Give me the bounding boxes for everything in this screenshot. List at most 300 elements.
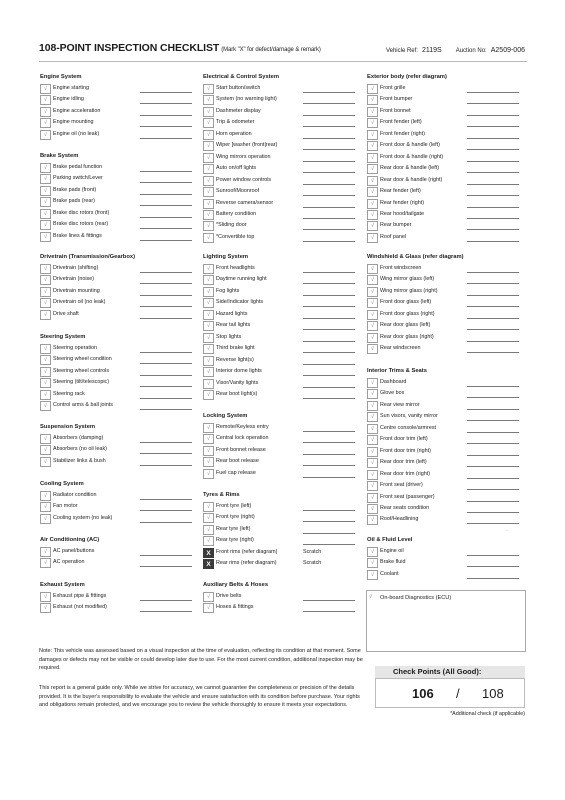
checkmark: √ bbox=[203, 457, 214, 467]
checklist-item-rear-bumper bbox=[367, 221, 519, 231]
item-label: Rear tyre (left) bbox=[216, 525, 251, 532]
remark-line bbox=[303, 149, 355, 150]
checkmark: √ bbox=[367, 264, 378, 274]
remark-line bbox=[467, 218, 519, 219]
checkmark: √ bbox=[40, 163, 51, 173]
remark-line bbox=[467, 161, 519, 162]
item-label: Stabilizer links & bush bbox=[53, 457, 106, 464]
section-title: Locking System bbox=[203, 413, 248, 419]
item-label: Exhaust (not modified) bbox=[53, 604, 107, 611]
checkmark: √ bbox=[367, 493, 378, 503]
checklist-item-steering-rack bbox=[40, 390, 192, 400]
remark-line bbox=[140, 228, 192, 229]
checkmark: √ bbox=[40, 174, 51, 184]
remark-line bbox=[467, 138, 519, 139]
checkmark: √ bbox=[40, 491, 51, 501]
defect-mark: X bbox=[203, 559, 214, 569]
checklist-item-rear-door-trim-right bbox=[367, 470, 519, 480]
checkmark: √ bbox=[367, 310, 378, 320]
checklist-item-engine-acceleration bbox=[40, 107, 192, 117]
item-label: Visor/Vanity lights bbox=[216, 379, 259, 386]
checklist-item-roof-panel bbox=[367, 233, 519, 243]
checklist-item-front-door-trim-right bbox=[367, 447, 519, 457]
item-label: Wiper [washer (front|rear) bbox=[216, 142, 278, 149]
remark-line bbox=[303, 329, 355, 330]
remark-line bbox=[303, 126, 355, 127]
checkmark: √ bbox=[367, 107, 378, 117]
remark-line bbox=[140, 240, 192, 241]
checkmark: √ bbox=[367, 412, 378, 422]
item-label: Hazard lights bbox=[216, 310, 248, 317]
checkmark: √ bbox=[367, 187, 378, 197]
item-label: Rear fender (right) bbox=[380, 199, 425, 206]
checkmark: √ bbox=[367, 221, 378, 231]
remark-line bbox=[140, 510, 192, 511]
remark-line bbox=[140, 611, 192, 612]
checkmark: √ bbox=[203, 592, 214, 602]
checklist-item-front-headlights bbox=[203, 264, 355, 274]
checklist-item-drivetrain-shifting bbox=[40, 264, 192, 274]
remark-line bbox=[303, 465, 355, 466]
checkmark: √ bbox=[203, 141, 214, 151]
checklist-item-ac-operation bbox=[40, 558, 192, 568]
checkmark: √ bbox=[367, 141, 378, 151]
check-points-total: 108 bbox=[482, 686, 504, 701]
checkmark: √ bbox=[367, 389, 378, 399]
checklist-item-front-door-handle-left bbox=[367, 141, 519, 151]
checklist-item-stop-lights bbox=[203, 333, 355, 343]
checkmark: √ bbox=[203, 176, 214, 186]
item-label: Engine acceleration bbox=[53, 107, 101, 114]
item-label: Trip & odometer bbox=[216, 119, 255, 126]
checkmark: √ bbox=[367, 570, 378, 580]
remark-line bbox=[140, 115, 192, 116]
checklist-item-steering-wheel-condition bbox=[40, 355, 192, 365]
remark-line bbox=[140, 103, 192, 104]
item-label: Battery condition bbox=[216, 210, 257, 217]
item-label: Exhaust pipe & fittings bbox=[53, 593, 107, 599]
remark-line bbox=[140, 363, 192, 364]
remark-line bbox=[140, 306, 192, 307]
item-label: Rear view mirror bbox=[380, 401, 420, 408]
item-label: Fuel cap release bbox=[216, 469, 256, 476]
checkmark: √ bbox=[203, 367, 214, 377]
checklist-item-wiper-washer-front-rear bbox=[203, 141, 355, 151]
remark-line bbox=[303, 241, 355, 242]
checklist-item-auto-on-off-lights bbox=[203, 164, 355, 174]
checkmark: √ bbox=[367, 470, 378, 480]
checklist-item-brake-disc-rotors-rear bbox=[40, 220, 192, 230]
item-label: Rear door & handle (left) bbox=[380, 165, 440, 172]
checklist-item-drivetrain-mounting bbox=[40, 287, 192, 297]
remark-line bbox=[303, 431, 355, 432]
section-title: Electrical & Control System bbox=[203, 74, 280, 80]
remark-line bbox=[467, 341, 519, 342]
checklist-item-fan-motor bbox=[40, 502, 192, 512]
remark-line bbox=[467, 501, 519, 502]
remark-line bbox=[467, 241, 519, 242]
item-label: Front headlights bbox=[216, 265, 255, 271]
checkmark: √ bbox=[40, 367, 51, 377]
item-label: Front fender (right) bbox=[380, 130, 425, 137]
checkmark: √ bbox=[203, 390, 214, 400]
checklist-item-rear-door-handle-left bbox=[367, 164, 519, 174]
remark-line bbox=[140, 205, 192, 206]
checkmark: √ bbox=[367, 547, 378, 557]
remark-line bbox=[467, 126, 519, 127]
remark-line bbox=[467, 386, 519, 387]
checkmark: √ bbox=[367, 558, 378, 568]
checkmark: √ bbox=[367, 344, 378, 354]
checkmark: √ bbox=[367, 210, 378, 220]
item-label: Reverse light(s) bbox=[216, 356, 254, 363]
checkmark: √ bbox=[203, 603, 214, 613]
remark-line bbox=[467, 283, 519, 284]
remark-line bbox=[140, 555, 192, 556]
item-label: Engine starting bbox=[53, 85, 89, 91]
checkmark: √ bbox=[40, 344, 51, 354]
checkmark: √ bbox=[40, 355, 51, 365]
item-remark: Scratch bbox=[303, 548, 322, 555]
item-label: AC panel/buttons bbox=[53, 548, 95, 554]
checkmark: √ bbox=[203, 264, 214, 274]
item-label: Start button/switch bbox=[216, 85, 261, 91]
checkmark: √ bbox=[203, 107, 214, 117]
page-title: 108-POINT INSPECTION CHECKLIST (Mark "X" for defect/damage & remark) bbox=[39, 42, 321, 54]
item-label: Rear boot release bbox=[216, 458, 259, 465]
checkmark: √ bbox=[203, 164, 214, 174]
checklist-item-engine-oil bbox=[367, 547, 519, 557]
remark-line bbox=[140, 453, 192, 454]
checklist-item-front-grille bbox=[367, 84, 519, 94]
checkmark: √ bbox=[203, 344, 214, 354]
checkmark: √ bbox=[40, 220, 51, 230]
checkmark: √ bbox=[203, 118, 214, 128]
item-label: Front door trim (right) bbox=[380, 447, 431, 454]
remark-line bbox=[140, 295, 192, 296]
checkmark: √ bbox=[40, 434, 51, 444]
checkmark: √ bbox=[203, 298, 214, 308]
remark-line bbox=[140, 92, 192, 93]
remark-line bbox=[303, 92, 355, 93]
checkmark: √ bbox=[367, 84, 378, 94]
checkmark: √ bbox=[40, 130, 51, 140]
item-label: Engine oil bbox=[380, 548, 404, 554]
remark-line bbox=[303, 544, 355, 545]
remark-line bbox=[303, 442, 355, 443]
checkmark: √ bbox=[203, 423, 214, 433]
section-title: Steering System bbox=[40, 334, 86, 340]
checklist-item-brake-pedal-function bbox=[40, 163, 192, 173]
remark-line bbox=[467, 397, 519, 398]
checkmark: √ bbox=[203, 356, 214, 366]
remark-line bbox=[303, 510, 355, 511]
remark-line bbox=[303, 229, 355, 230]
checkmark: √ bbox=[203, 469, 214, 479]
item-label: Drive shaft bbox=[53, 310, 79, 317]
item-label: Front windscreen bbox=[380, 265, 422, 271]
remark-line bbox=[303, 172, 355, 173]
check-points-box bbox=[375, 678, 525, 708]
item-label: Horn operation bbox=[216, 130, 252, 137]
checklist-item-front-bonnet bbox=[367, 107, 519, 117]
checklist-item-engine-mounting bbox=[40, 118, 192, 128]
checklist-item-front-door-glass-right bbox=[367, 310, 519, 320]
remark-line bbox=[467, 115, 519, 116]
checklist-item-steering-wheel-controls bbox=[40, 367, 192, 377]
item-label: Brake disc rotors (front) bbox=[53, 209, 110, 216]
checkmark: √ bbox=[367, 458, 378, 468]
remark-line bbox=[467, 443, 519, 444]
checklist-item-front-windscreen bbox=[367, 264, 519, 274]
remark-line bbox=[467, 523, 519, 524]
checkmark: √ bbox=[367, 435, 378, 445]
header-refs bbox=[386, 47, 525, 54]
item-label: Sun visors, vanity mirror bbox=[380, 413, 438, 420]
check-points-good: 106 bbox=[412, 686, 434, 701]
header bbox=[39, 42, 527, 62]
checklist-item-rear-hood-tailgate bbox=[367, 210, 519, 220]
checklist-item-ac-panel-buttons bbox=[40, 547, 192, 557]
remark-line bbox=[303, 195, 355, 196]
checkmark: √ bbox=[40, 275, 51, 285]
checklist-item-glove-box bbox=[367, 389, 519, 399]
item-label: Interior dome lights bbox=[216, 368, 262, 375]
checklist-item-front-seat-driver bbox=[367, 481, 519, 491]
checklist-item-roof-headlining bbox=[367, 515, 519, 525]
checklist-item-centre-console-armrest bbox=[367, 424, 519, 434]
item-label: Front fender (left) bbox=[380, 119, 422, 126]
checkmark: √ bbox=[203, 310, 214, 320]
remark-line bbox=[140, 398, 192, 399]
item-label: Front tyre (right) bbox=[216, 514, 255, 521]
remark-line bbox=[140, 499, 192, 500]
checklist-item-brake-lines-fittings bbox=[40, 232, 192, 242]
item-label: Radiator condition bbox=[53, 492, 97, 498]
checklist-item-hoses-fittings bbox=[203, 603, 355, 613]
checklist-item-reverse-camera-sensor bbox=[203, 199, 355, 209]
disclaimer-text: This report is a general guide only. While we strive for accuracy, we cannot guarantee the completeness or precision of the details provided. It is the buyer's responsibility to evaluate the vehicle and ensure satisfaction with its condition before purchase. Your rights and obligations remain protected, and we encourage you to review the vehicle thoroughly to ensure it meets your expectations. bbox=[39, 685, 360, 709]
checkmark: √ bbox=[40, 209, 51, 219]
checklist-item-rear-view-mirror bbox=[367, 401, 519, 411]
checkmark: √ bbox=[40, 502, 51, 512]
checklist-item-exhaust-not-modified bbox=[40, 603, 192, 613]
auction-no-value: A2509-006 bbox=[490, 47, 525, 54]
remark-line bbox=[467, 466, 519, 467]
checklist-item-dashboard bbox=[367, 378, 519, 388]
remark-line bbox=[303, 364, 355, 365]
checkmark: √ bbox=[203, 233, 214, 243]
checkmark: √ bbox=[367, 176, 378, 186]
section-title: Interior Trims & Seats bbox=[367, 368, 427, 374]
checklist-item-convertible-top bbox=[203, 233, 355, 243]
item-label: Fan motor bbox=[53, 503, 78, 510]
remark-line bbox=[467, 566, 519, 567]
checkmark: √ bbox=[367, 287, 378, 297]
section-title: Auxiliary Belts & Hoses bbox=[203, 582, 269, 588]
checklist-item-rear-door-glass-left bbox=[367, 321, 519, 331]
checklist-item-engine-starting bbox=[40, 84, 192, 94]
checklist-item-front-bonnet-release bbox=[203, 446, 355, 456]
checklist-item-front-tyre-right bbox=[203, 513, 355, 523]
checklist-item-battery-condition bbox=[203, 210, 355, 220]
checklist-item-parking-switch-lever bbox=[40, 174, 192, 184]
item-label: Stop lights bbox=[216, 333, 242, 340]
checklist-item-cooling-system-no-leak bbox=[40, 514, 192, 524]
checklist-item-rear-rims-refer-diagram bbox=[203, 559, 355, 569]
checkmark: √ bbox=[40, 118, 51, 128]
ecu-label: On-board Diagnostics (ECU) bbox=[380, 595, 452, 601]
checkmark: √ bbox=[203, 513, 214, 523]
checklist-item-rear-door-glass-right bbox=[367, 333, 519, 343]
checkmark: √ bbox=[203, 187, 214, 197]
item-label: Front seat (passenger) bbox=[380, 493, 435, 500]
checkmark: √ bbox=[40, 378, 51, 388]
checkmark: √ bbox=[367, 199, 378, 209]
checkmark: √ bbox=[367, 424, 378, 434]
check-points-label: Check Points (All Good): bbox=[375, 666, 525, 678]
checkmark: √ bbox=[367, 95, 378, 105]
remark-line bbox=[140, 126, 192, 127]
item-label: Parking switch/Lever bbox=[53, 175, 103, 182]
checkmark: √ bbox=[40, 558, 51, 568]
defect-mark: X bbox=[203, 548, 214, 558]
checkmark: √ bbox=[40, 264, 51, 274]
remark-line bbox=[303, 295, 355, 296]
checklist-item-front-tyre-left bbox=[203, 502, 355, 512]
checklist-item-hazard-lights bbox=[203, 310, 355, 320]
remark-line bbox=[140, 442, 192, 443]
check-points-separator: / bbox=[456, 686, 460, 701]
item-label: Absorbers (damping) bbox=[53, 435, 104, 441]
remark-line bbox=[303, 398, 355, 399]
checkmark: √ bbox=[367, 401, 378, 411]
remark-line bbox=[467, 420, 519, 421]
remark-line bbox=[140, 522, 192, 523]
remark-line bbox=[467, 172, 519, 173]
item-label: Front door & handle (right) bbox=[380, 153, 444, 160]
section-title: Windshield & Glass (refer diagram) bbox=[367, 254, 464, 260]
remark-line bbox=[303, 600, 355, 601]
checklist-item-coolant bbox=[367, 570, 519, 580]
remark-line bbox=[303, 454, 355, 455]
checkmark: √ bbox=[203, 287, 214, 297]
remark-line bbox=[467, 478, 519, 479]
remark-line bbox=[303, 272, 355, 273]
remark-line bbox=[467, 489, 519, 490]
remark-line bbox=[303, 103, 355, 104]
checkmark: √ bbox=[367, 233, 378, 243]
item-label: Rear door glass (left) bbox=[380, 322, 431, 329]
checkmark: √ bbox=[367, 298, 378, 308]
remark-line bbox=[467, 149, 519, 150]
item-label: Drivetrain (shifting) bbox=[53, 265, 99, 271]
item-label: Daytime running light bbox=[216, 276, 267, 283]
item-label: Reverse camera/sensor bbox=[216, 199, 274, 206]
item-label: Brake pedal function bbox=[53, 164, 103, 170]
checkmark: √ bbox=[40, 445, 51, 455]
checkmark: √ bbox=[40, 298, 51, 308]
item-label: Roof/Headlining bbox=[380, 516, 419, 523]
item-label: Absorbers (no oil leak) bbox=[53, 446, 107, 453]
checklist-item-system-no-warning-light bbox=[203, 95, 355, 105]
checkmark: √ bbox=[203, 446, 214, 456]
checklist-item-steering-tilt-telescopic bbox=[40, 378, 192, 388]
checkmark: √ bbox=[40, 514, 51, 524]
item-label: Front door glass (right) bbox=[380, 310, 435, 317]
remark-line bbox=[140, 352, 192, 353]
item-label: Rear seats condition bbox=[380, 504, 430, 511]
item-label: Fog lights bbox=[216, 287, 240, 294]
remark-line bbox=[140, 600, 192, 601]
remark-line bbox=[467, 229, 519, 230]
remark-line bbox=[140, 182, 192, 183]
remark-line bbox=[303, 306, 355, 307]
remark-line bbox=[303, 207, 355, 208]
checkmark: √ bbox=[40, 287, 51, 297]
checklist-item-fuel-cap-release bbox=[203, 469, 355, 479]
item-label: Brake lines & fittings bbox=[53, 232, 102, 239]
checkmark: √ bbox=[203, 525, 214, 535]
item-label: Engine idling bbox=[53, 96, 84, 103]
item-label: Drivetrain oil (no leak) bbox=[53, 299, 106, 306]
item-label: Front bumper bbox=[380, 96, 413, 103]
item-label: Control arms & ball joints bbox=[53, 402, 113, 409]
checkmark: √ bbox=[367, 130, 378, 140]
remark-line bbox=[467, 578, 519, 579]
checklist-item-wing-mirror-glass-right bbox=[367, 287, 519, 297]
item-label: Front bonnet bbox=[380, 107, 411, 114]
remark-line bbox=[467, 318, 519, 319]
remark-line bbox=[467, 195, 519, 196]
checklist-item-power-window-controls bbox=[203, 176, 355, 186]
checklist-item-dashmeter-display bbox=[203, 107, 355, 117]
item-label: *Sliding door bbox=[216, 222, 247, 229]
remark-line bbox=[140, 375, 192, 376]
remark-line bbox=[303, 521, 355, 522]
checklist-item-front-seat-passenger bbox=[367, 493, 519, 503]
remark-line bbox=[303, 161, 355, 162]
item-label: AC operation bbox=[53, 559, 85, 566]
checkmark: √ bbox=[367, 153, 378, 163]
checkmark: √ bbox=[203, 379, 214, 389]
additional-check-note: *Additional check (if applicable) bbox=[450, 711, 525, 717]
remark-line bbox=[303, 138, 355, 139]
checkmark: √ bbox=[203, 434, 214, 444]
item-label: Wing mirror glass (left) bbox=[380, 276, 435, 283]
checklist-item-front-door-handle-right bbox=[367, 153, 519, 163]
remark-line bbox=[140, 272, 192, 273]
item-label: Steering rack bbox=[53, 390, 85, 397]
item-label: Rear door trim (right) bbox=[380, 470, 431, 477]
checklist-item-rear-seats-condition bbox=[367, 504, 519, 514]
checkmark: √ bbox=[203, 210, 214, 220]
section-title: Lighting System bbox=[203, 254, 249, 260]
item-label: Steering wheel controls bbox=[53, 367, 110, 374]
remark-line bbox=[140, 386, 192, 387]
checklist-item-front-fender-left bbox=[367, 118, 519, 128]
item-label: Centre console/armrest bbox=[380, 424, 437, 431]
checklist-item-drivetrain-oil-no-leak bbox=[40, 298, 192, 308]
checklist-item-front-door-trim-left bbox=[367, 435, 519, 445]
remark-line bbox=[140, 409, 192, 410]
checklist-item-stabilizer-links-bush bbox=[40, 457, 192, 467]
item-label: Third brake light bbox=[216, 345, 255, 352]
checklist-item-trip-odometer bbox=[203, 118, 355, 128]
item-label: Remote/Keyless entry bbox=[216, 424, 269, 430]
remark-line bbox=[140, 465, 192, 466]
checkmark: √ bbox=[203, 275, 214, 285]
